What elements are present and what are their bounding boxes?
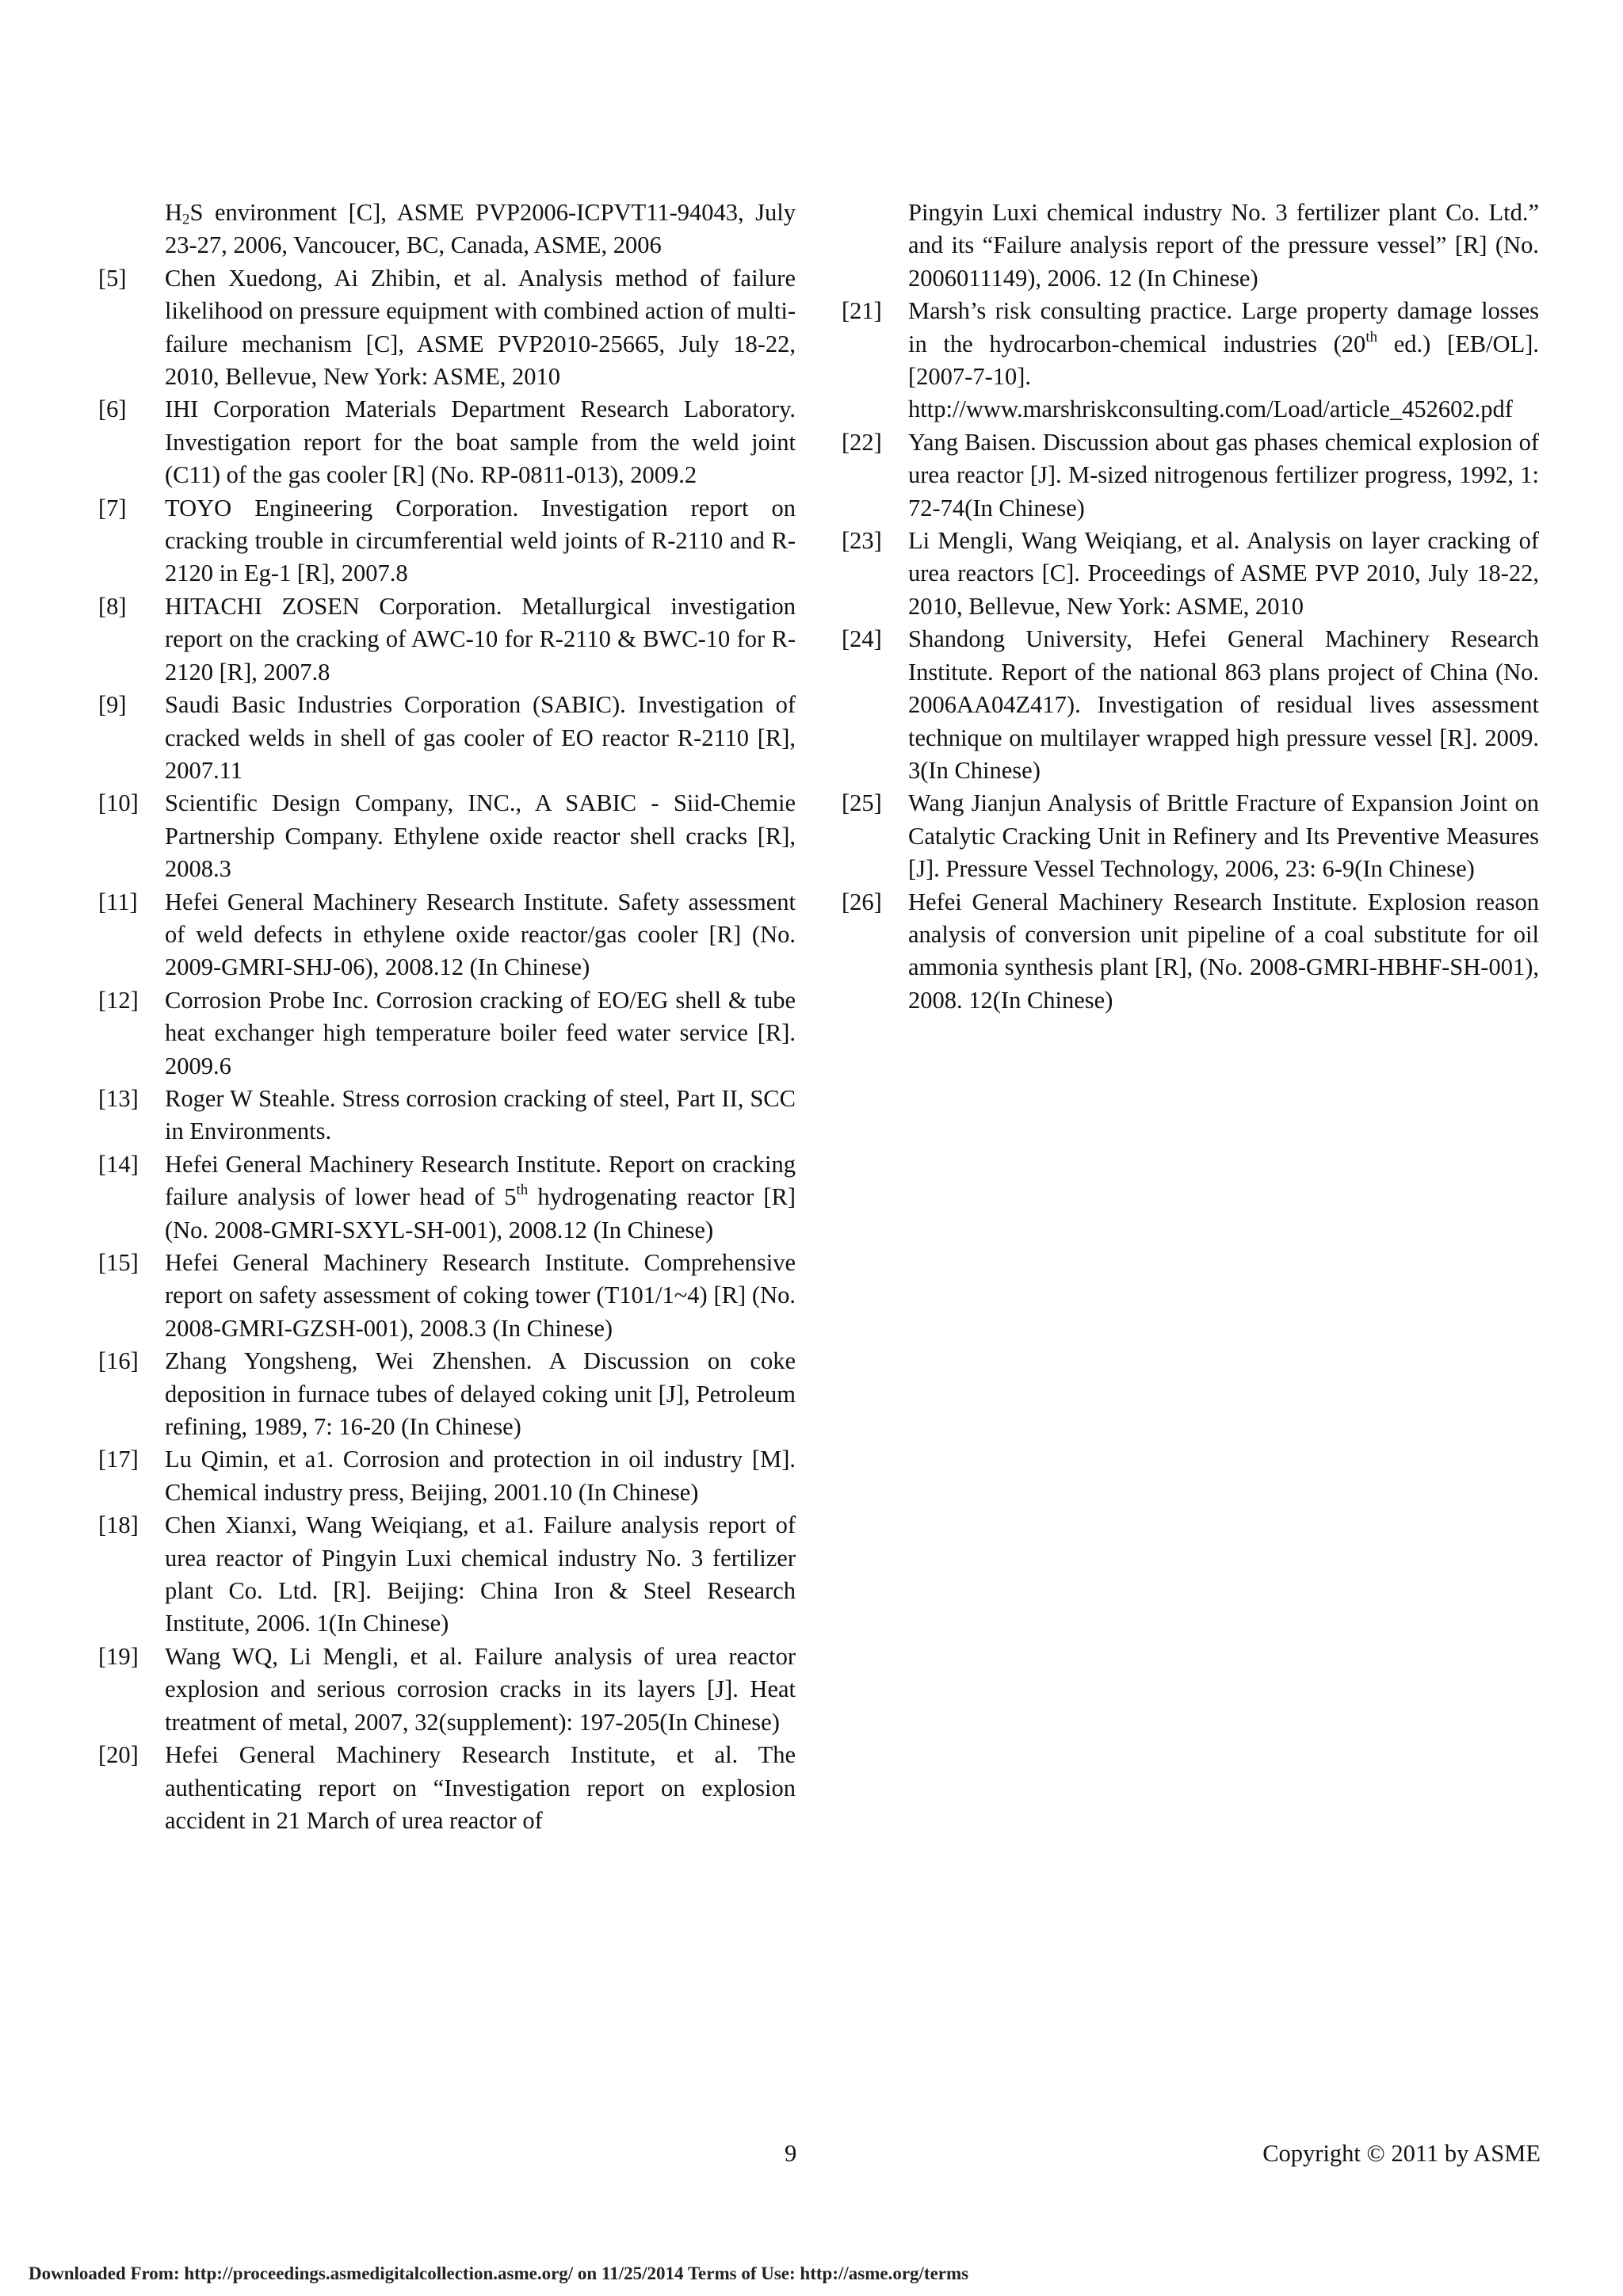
reference-text: Scientific Design Company, INC., A SABIC - Siid-Chemie Partnership Company. Ethylene oxide reactor shell cracks [R], 2008.3: [165, 789, 796, 883]
reference-number: [14]: [98, 1150, 139, 1178]
reference-text: Hefei General Machinery Research Institute. Comprehensive report on safety assessment of coking tower (T101/1~4) [R] (No. 2008-GMRI-GZSH-001), 2008.3 (In Chinese): [165, 1249, 796, 1342]
reference-item: [842, 886, 1539, 1018]
reference-text: Wang Jianjun Analysis of Brittle Fracture of Expansion Joint on Catalytic Cracking Unit in Refinery and Its Preventive Measures [J]. Pressure Vessel Technology, 2006, 23: 6-9(In Chinese): [908, 789, 1539, 883]
reference-number: [15]: [98, 1249, 139, 1276]
reference-item: [98, 197, 796, 262]
reference-item: [98, 1083, 796, 1148]
reference-number: [22]: [842, 428, 882, 456]
reference-number: [17]: [98, 1446, 139, 1473]
reference-item: [98, 1247, 796, 1345]
reference-text: Shandong University, Hefei General Machinery Research Institute. Report of the national 863 plans project of China (No. 2006AA04Z417). Investigation of residual lives assessment technique on multilayer wrapped high pressure vessel [R]. 2009. 3(In Chinese): [908, 625, 1539, 784]
reference-item: [842, 787, 1539, 885]
reference-number: [25]: [842, 789, 882, 817]
reference-text: Pingyin Luxi chemical industry No. 3 fertilizer plant Co. Ltd.” and its “Failure analysis report of the pressure vessel” [R] (No. 2006011149), 2006. 12 (In Chinese): [908, 199, 1539, 292]
references-right-column: [842, 197, 1539, 1017]
copyright-notice: Copyright © 2011 by ASME: [1262, 2140, 1541, 2167]
reference-number: [19]: [98, 1642, 139, 1670]
reference-text: Marsh’s risk consulting practice. Large property damage losses in the hydrocarbon-chemical industries (20th ed.) [EB/OL]. [2007-7-10]. http://www.marshriskconsulting.com/Load/article_452602.pdf: [908, 297, 1539, 423]
references-left-column: [98, 197, 796, 1837]
reference-number: [18]: [98, 1511, 139, 1539]
reference-text: Wang WQ, Li Mengli, et al. Failure analysis of urea reactor explosion and serious corrosion cracks in its layers [J]. Heat treatment of metal, 2007, 32(supplement): 197-205(In Chinese): [165, 1642, 796, 1736]
reference-text: Yang Baisen. Discussion about gas phases chemical explosion of urea reactor [J]. M-sized nitrogenous fertilizer progress, 1992, 1: 72-74(In Chinese): [908, 428, 1539, 521]
reference-text: Hefei General Machinery Research Institute, et al. The authenticating report on “Investigation report on explosion accident in 21 March of urea reactor of: [165, 1741, 796, 1834]
reference-item: [98, 886, 796, 984]
reference-number: [7]: [98, 494, 127, 521]
reference-text: Hefei General Machinery Research Institute. Explosion reason analysis of conversion unit pipeline of a coal substitute for oil ammonia synthesis plant [R], (No. 2008-GMRI-HBHF-SH-001), 2008. 12(In Chinese): [908, 888, 1539, 1014]
reference-text: Chen Xuedong, Ai Zhibin, et al. Analysis method of failure likelihood on pressure equipment with combined action of multi-failure mechanism [C], ASME PVP2010-25665, July 18-22, 2010, Bellevue, New York: ASME, 2010: [165, 264, 796, 391]
reference-number: [21]: [842, 297, 882, 325]
reference-item: [98, 689, 796, 787]
reference-text: Hefei General Machinery Research Institute. Safety assessment of weld defects in ethylene oxide reactor/gas cooler [R] (No. 2009-GMRI-SHJ-06), 2008.12 (In Chinese): [165, 888, 796, 981]
reference-item: [98, 1739, 796, 1837]
reference-number: [10]: [98, 789, 139, 817]
reference-item: [98, 1443, 796, 1509]
reference-number: [24]: [842, 625, 882, 653]
reference-text: Saudi Basic Industries Corporation (SABIC). Investigation of cracked welds in shell of gas cooler of EO reactor R-2110 [R], 2007.11: [165, 691, 796, 784]
reference-text: Chen Xianxi, Wang Weiqiang, et a1. Failure analysis report of urea reactor of Pingyin Luxi chemical industry No. 3 fertilizer plant Co. Ltd. [R]. Beijing: China Iron & Steel Research Institute, 2006. 1(In Chinese): [165, 1511, 796, 1637]
reference-text: Roger W Steahle. Stress corrosion cracking of steel, Part II, SCC in Environments.: [165, 1084, 796, 1145]
reference-text: IHI Corporation Materials Department Research Laboratory. Investigation report for the boat sample from the weld joint (C11) of the gas cooler [R] (No. RP-0811-013), 2009.2: [165, 395, 796, 489]
reference-text: Zhang Yongsheng, Wei Zhenshen. A Discussion on coke deposition in furnace tubes of delayed coking unit [J], Petroleum refining, 1989, 7: 16-20 (In Chinese): [165, 1347, 796, 1441]
reference-item: [98, 1641, 796, 1739]
reference-number: [26]: [842, 888, 882, 915]
reference-number: [13]: [98, 1084, 139, 1112]
page-number: 9: [785, 2140, 797, 2167]
reference-item: [98, 787, 796, 885]
reference-number: [5]: [98, 264, 127, 292]
reference-item: [98, 262, 796, 394]
reference-item: [98, 492, 796, 590]
reference-text: HITACHI ZOSEN Corporation. Metallurgical investigation report on the cracking of AWC-10 for R-2110 & BWC-10 for R-2120 [R], 2007.8: [165, 592, 796, 686]
reference-item: [98, 590, 796, 689]
reference-number: [20]: [98, 1741, 139, 1769]
reference-text: Li Mengli, Wang Weiqiang, et al. Analysis on layer cracking of urea reactors [C]. Proceedings of ASME PVP 2010, July 18-22, 2010, Bellevue, New York: ASME, 2010: [908, 527, 1539, 620]
reference-item: [98, 1345, 796, 1443]
reference-text: TOYO Engineering Corporation. Investigation report on cracking trouble in circumferential weld joints of R-2110 and R-2120 in Eg-1 [R], 2007.8: [165, 494, 796, 587]
reference-number: [8]: [98, 592, 127, 620]
reference-item: [98, 393, 796, 491]
reference-number: [16]: [98, 1347, 139, 1375]
reference-item: [842, 295, 1539, 426]
reference-number: [6]: [98, 395, 127, 423]
reference-text: Hefei General Machinery Research Institute. Report on cracking failure analysis of lower head of 5th hydrogenating reactor [R] (No. 2008-GMRI-SXYL-SH-001), 2008.12 (In Chinese): [165, 1150, 796, 1244]
reference-item: [98, 984, 796, 1083]
reference-item: [842, 426, 1539, 525]
reference-text: Corrosion Probe Inc. Corrosion cracking of EO/EG shell & tube heat exchanger high temperature boiler feed water service [R]. 2009.6: [165, 986, 796, 1079]
reference-item: [98, 1148, 796, 1247]
download-notice: Downloaded From: http://proceedings.asmedigitalcollection.asme.org/ on 11/25/2014 Terms of Use: http://asme.org/terms: [29, 2264, 969, 2283]
reference-number: [11]: [98, 888, 138, 915]
reference-number: [23]: [842, 527, 882, 555]
reference-item: [98, 1509, 796, 1641]
reference-item: [842, 623, 1539, 787]
reference-item: [842, 197, 1539, 295]
reference-number: [12]: [98, 986, 139, 1014]
reference-item: [842, 525, 1539, 623]
reference-text: $H_2S$ environment [C], ASME PVP2006-ICPVT11-94043, July 23-27, 2006, Vancoucer, BC, Canada, ASME, 2006: [165, 199, 796, 259]
reference-number: [9]: [98, 691, 127, 719]
reference-text: Lu Qimin, et a1. Corrosion and protection in oil industry [M]. Chemical industry press, Beijing, 2001.10 (In Chinese): [165, 1446, 796, 1506]
